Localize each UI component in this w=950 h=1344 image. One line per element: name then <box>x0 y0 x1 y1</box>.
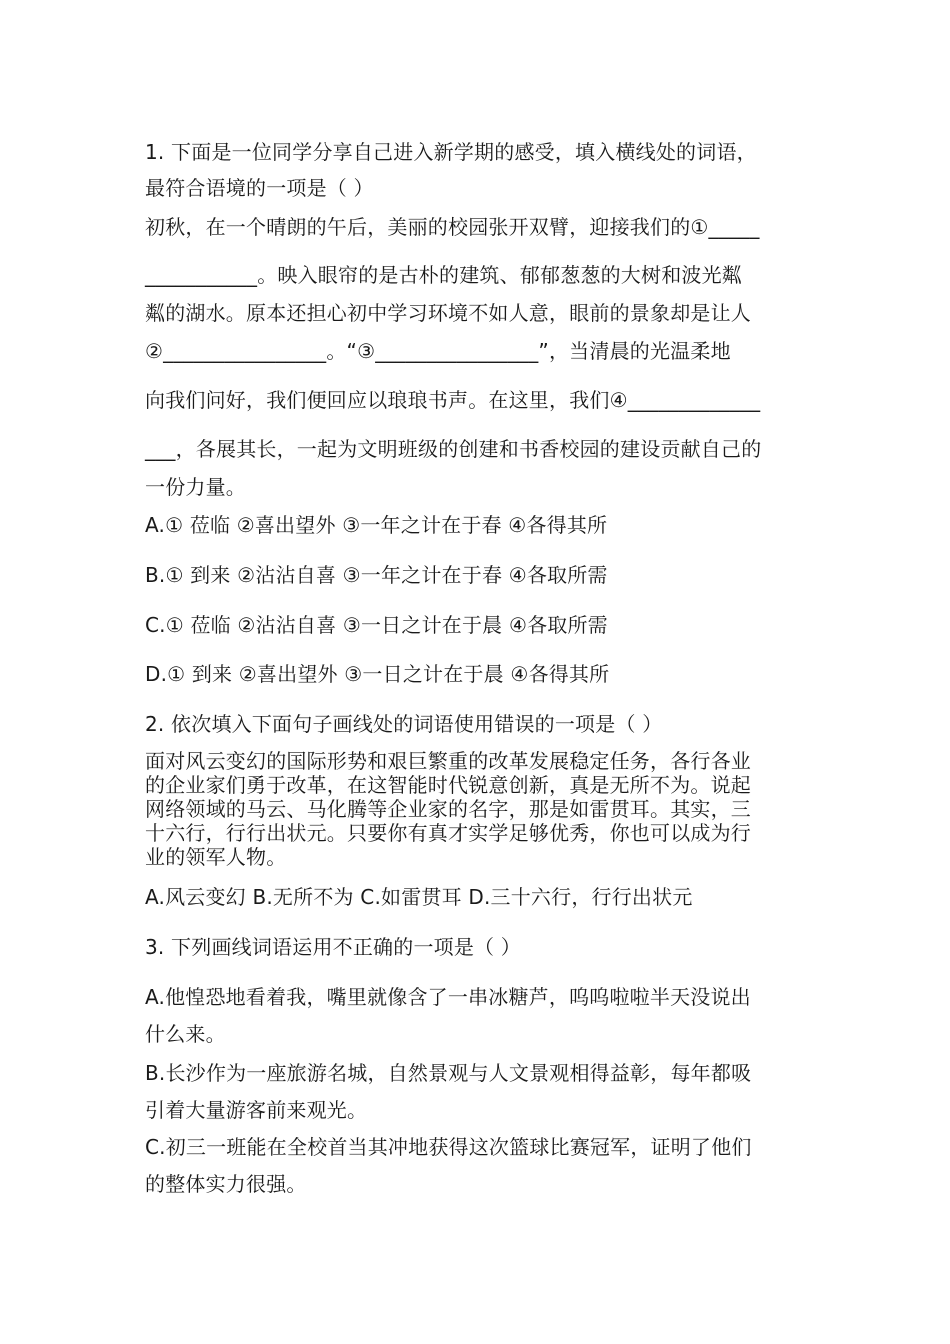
q1-passage-line-7: 一份力量。 <box>145 475 246 499</box>
q1-option-c: C.① 莅临 ②沾沾自喜 ③一日之计在于晨 ④各取所需 <box>145 613 608 637</box>
q3-stem: 3. 下列画线词语运用不正确的一项是（ ） <box>145 935 521 959</box>
q1-stem-line-1: 1. 下面是一位同学分享自己进入新学期的感受，填入横线处的词语， <box>145 140 757 164</box>
q1-passage-line-1: 初秋，在一个晴朗的午后，美丽的校园张开双臂，迎接我们的①_____ <box>145 215 760 239</box>
q2-passage-line-3: 网络领域的马云、马化腾等企业家的名字，那是如雷贯耳。其实，三 <box>145 797 751 821</box>
q1-stem-line-2: 最符合语境的一项是（ ） <box>145 176 374 200</box>
q1-passage-line-5: 向我们问好，我们便回应以琅琅书声。在这里，我们④_____________ <box>145 388 761 412</box>
q2-passage-line-5: 业的领军人物。 <box>145 845 287 869</box>
q1-option-b: B.① 到来 ②沾沾自喜 ③一年之计在于春 ④各取所需 <box>145 563 608 587</box>
q1-passage-line-3: 粼的湖水。原本还担心初中学习环境不如人意，眼前的景象却是让人 <box>145 301 751 325</box>
q3-option-a-line-2: 什么来。 <box>145 1022 226 1046</box>
q2-passage-line-2: 的企业家们勇于改革，在这智能时代锐意创新，真是无所不为。说起 <box>145 773 751 797</box>
q3-option-c-line-1: C.初三一班能在全校首当其冲地获得这次篮球比赛冠军，证明了他们 <box>145 1135 752 1159</box>
q3-option-b-line-2: 引着大量游客前来观光。 <box>145 1098 368 1122</box>
q1-passage-line-2: ___________。映入眼帘的是古朴的建筑、郁郁葱葱的大树和波光粼 <box>145 263 742 287</box>
q2-passage-line-4: 十六行，行行出状元。只要你有真才实学足够优秀，你也可以成为行 <box>145 821 751 845</box>
q2-stem: 2. 依次填入下面句子画线处的词语使用错误的一项是（ ） <box>145 712 663 736</box>
q3-option-b-line-1: B.长沙作为一座旅游名城，自然景观与人文景观相得益彰，每年都吸 <box>145 1061 752 1085</box>
q3-option-a-line-1: A.他惶恐地看着我，嘴里就像含了一串冰糖芦，呜呜啦啦半天没说出 <box>145 985 751 1009</box>
q1-passage-line-6: ___，各展其长，一起为文明班级的创建和书香校园的建设贡献自己的 <box>145 437 762 461</box>
q1-option-d: D.① 到来 ②喜出望外 ③一日之计在于晨 ④各得其所 <box>145 662 610 686</box>
q1-option-a: A.① 莅临 ②喜出望外 ③一年之计在于春 ④各得其所 <box>145 513 608 537</box>
q3-option-c-line-2: 的整体实力很强。 <box>145 1172 307 1196</box>
q2-options: A.风云变幻 B.无所不为 C.如雷贯耳 D.三十六行，行行出状元 <box>145 885 693 909</box>
q2-passage-line-1: 面对风云变幻的国际形势和艰巨繁重的改革发展稳定任务，各行各业 <box>145 749 751 773</box>
q1-passage-line-4: ②________________。“③________________”，当清晨的光温柔地 <box>145 339 731 363</box>
